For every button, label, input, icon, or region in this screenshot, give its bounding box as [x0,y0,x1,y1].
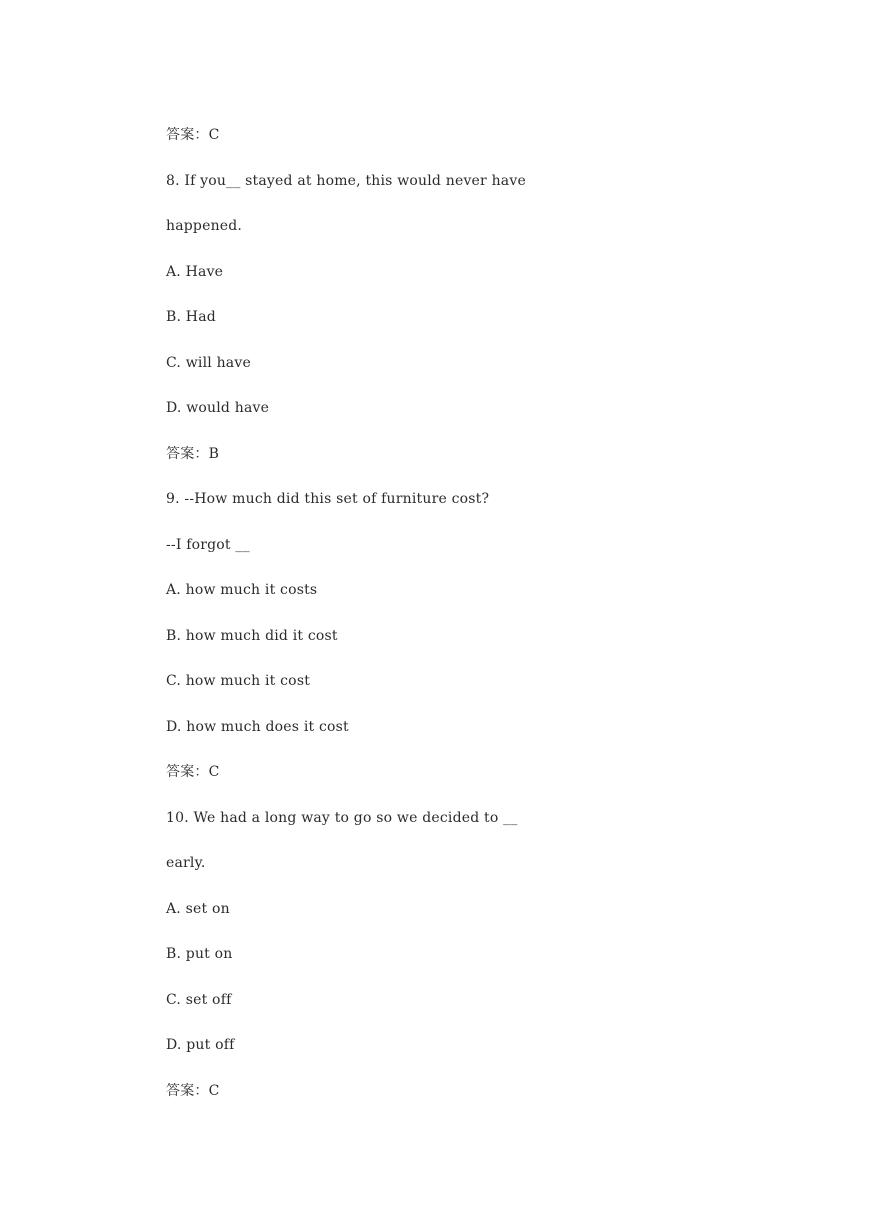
q8-option-d: D. would have [166,400,270,416]
q8-option-a: A. Have [166,263,224,280]
q9-option-b: B. how much did it cost [166,627,338,644]
answer-q9: 答案：C [166,764,220,780]
answer-q7: 答案：C [166,127,220,143]
q9-option-a: A. how much it costs [166,582,318,598]
question-10-text-cont: early. [166,855,206,871]
question-9-text-cont: --I forgot __ [166,536,250,553]
q8-option-c: C. will have [166,354,251,371]
question-8-text-cont: happened. [166,218,243,234]
question-10-text: 10. We had a long way to go so we decided to __ [166,809,518,826]
q10-option-b: B. put on [166,946,233,962]
question-9-text: 9. --How much did this set of furniture cost? [166,491,490,507]
answer-q10: 答案：C [166,1082,220,1099]
answer-q8: 答案：B [166,445,220,462]
q10-option-d: D. put off [166,1037,235,1053]
document-body [166,127,726,1128]
q8-option-b: B. Had [166,309,216,325]
question-8-text: 8. If you__ stayed at home, this would never have [166,172,526,189]
q9-option-d: D. how much does it cost [166,718,349,735]
q10-option-c: C. set off [166,991,232,1008]
q10-option-a: A. set on [166,900,230,917]
q9-option-c: C. how much it cost [166,673,311,689]
